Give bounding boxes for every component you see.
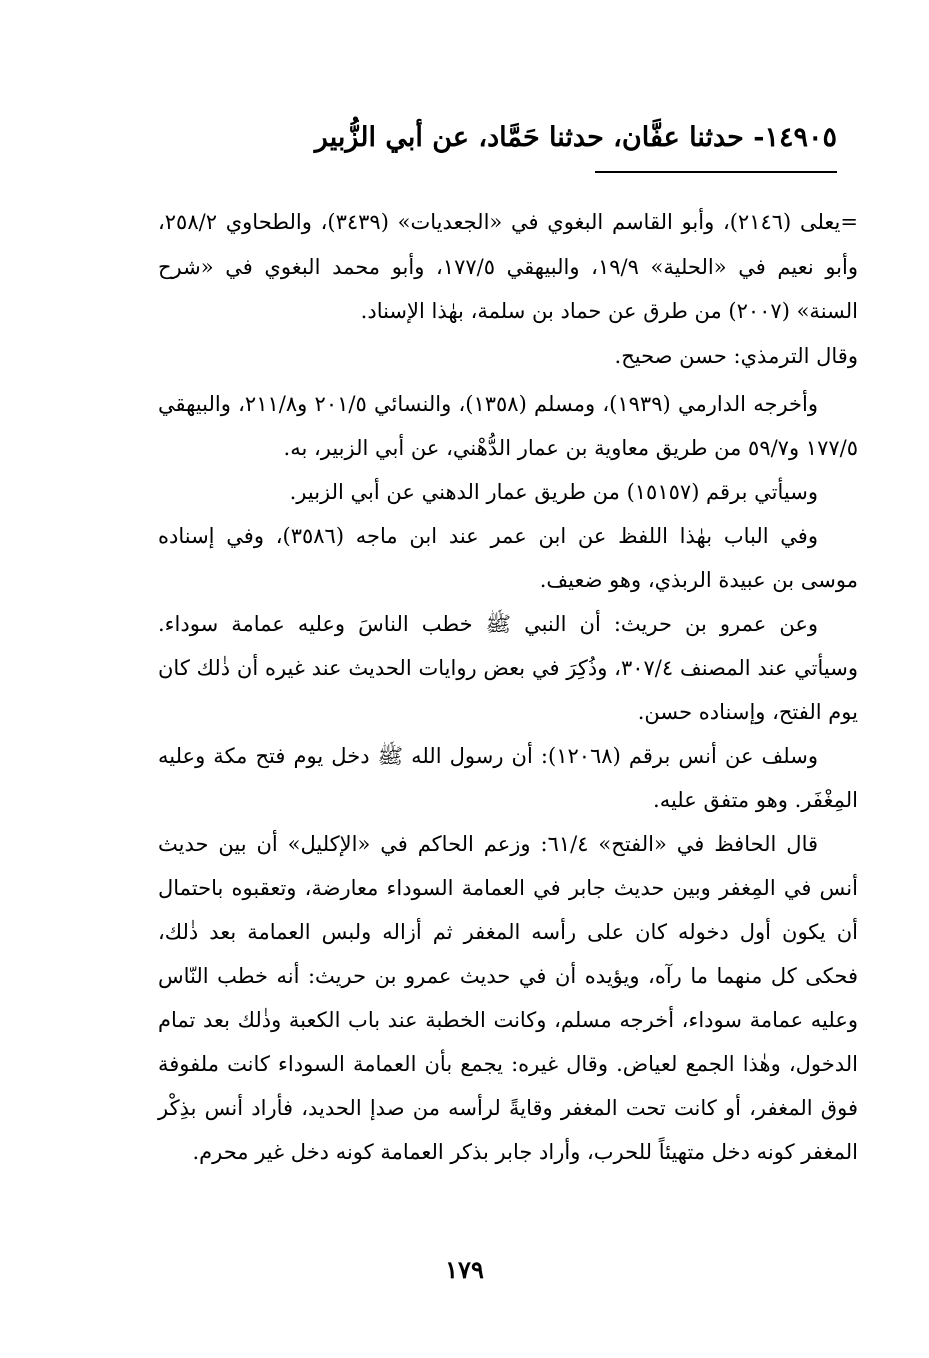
paragraph-al-hafiz: قال الحافظ في «الفتح» ٦١/٤: وزعم الحاكم في «الإكليل» أن بين حديث أنس في المِغفر وبين حديث جابر في العمامة السوداء معارضة، وتعقبوه باحتمال أن يكون أول دخوله كان على رأسه المغفر ثم أزاله ولبس العمامة بعد ذٰلك، فحكى كل منهما ما رآه، ويؤيده أن في حديث عمرو بن حريث: أنه خطب النّاس وعليه عمامة سوداء، أخرجه مسلم، وكانت الخطبة عند باب الكعبة وذٰلك بعد تمام الدخول، وهٰذا الجمع لعياض. وقال غيره: يجمع بأن العمامة السوداء كانت ملفوفة فوق المغفر، أو كانت تحت المغفر وقايةً لرأسه من صدإ الحديد، فأراد أنس بذِكْر المغفر كونه دخل متهيئاً للحرب، وأراد جابر بذكر العمامة كونه دخل غير محرم. [158,831,858,1164]
paragraph-amr-bin-hurayth: وعن عمرو بن حريث: أن النبي ﷺ خطب الناسَ وعليه عمامة سوداء. وسيأتي عند المصنف ٣٠٧/٤، وذُكِرَ في بعض روايات الحديث عند غيره أن ذٰلك كان يوم الفتح، وإسناده حسن. [158,611,858,724]
hadith-heading: ١٤٩٠٥- حدثنا عفَّان، حدثنا حَمَّاد، عن أبي الزُّبير [314,122,837,153]
paragraph-takhrij: وأخرجه الدارمي (١٩٣٩)، ومسلم (١٣٥٨)، والنسائي ٢٠١/٥ و٢١١/٨، والبيهقي ١٧٧/٥ و٥٩/٧ من طريق معاوية بن عمار الدُّهْني، عن أبي الزبير، به. [158,391,858,460]
paragraph-ibn-umar: وفي الباب بهٰذا اللفظ عن ابن عمر عند ابن ماجه (٣٥٨٦)، وفي إسناده موسى بن عبيدة الربذي، وهو ضعيف. [158,523,858,592]
paragraph-anas: وسلف عن أنس برقم (١٢٠٦٨): أن رسول الله ﷺ دخل يوم فتح مكة وعليه المِغْفَر. وهو متفق عليه. [158,743,858,812]
page-number: ١٧٩ [445,1255,484,1284]
paragraph-sources: =يعلى (٢١٤٦)، وأبو القاسم البغوي في «الجعديات» (٣٤٣٩)، والطحاوي ٢٥٨/٢، وأبو نعيم في «الحلية» ١٩/٩، والبيهقي ١٧٧/٥، وأبو محمد البغوي في «شرح السنة» (٢٠٠٧) من طرق عن حماد بن سلمة، بهٰذا الإسناد. [158,210,859,323]
paragraph-tirmidhi: وقال الترمذي: حسن صحيح. [614,343,858,368]
footnote-body [158,200,858,1174]
paragraph-cross-reference: وسيأتي برقم (١٥١٥٧) من طريق عمار الدهني عن أبي الزبير. [289,479,818,504]
heading-rule [595,171,837,173]
